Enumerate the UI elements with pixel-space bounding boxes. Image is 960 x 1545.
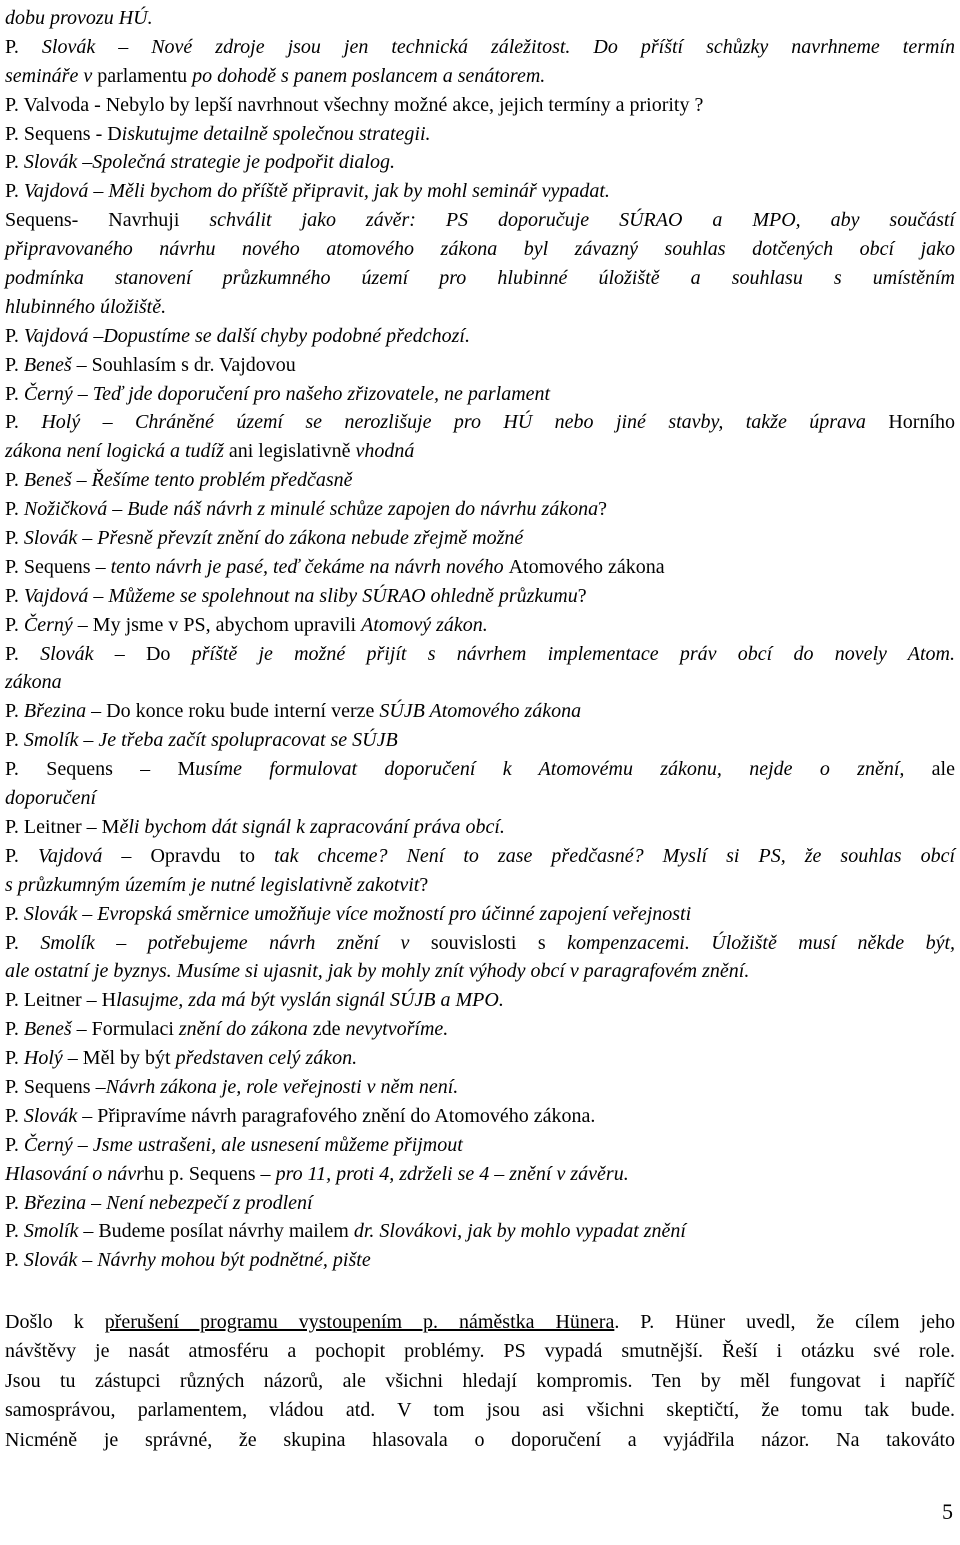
- text-run: doporučení: [5, 787, 97, 810]
- text-run: schválit jako závěr: PS doporučuje SÚRAO a MPO, aby součástí: [209, 209, 955, 232]
- text-run: ale: [904, 758, 955, 781]
- document-body: [5, 4, 955, 1275]
- text-run: Návrhy mohou být podnětné, pište: [97, 1249, 371, 1272]
- minutes-line: [5, 1102, 955, 1131]
- text-run: Opravdu to: [150, 844, 275, 867]
- text-run: znění do zákona: [178, 1018, 313, 1041]
- text-run: dobu provozu HÚ.: [5, 7, 153, 29]
- text-run: semináře v: [5, 64, 98, 87]
- minutes-line: [5, 437, 955, 466]
- text-run: P. Leitner – H: [5, 989, 117, 1012]
- text-run: Slovák –: [40, 642, 146, 665]
- text-run: Vajdová –Dopustíme se další chyby podobné předchozí.: [23, 324, 470, 347]
- text-run: P.: [5, 1220, 24, 1243]
- text-run: P.: [5, 1249, 24, 1272]
- text-run: Nicméně je správné, že skupina hlasovala o doporučení a vyjádřila názor. Na takováto: [5, 1428, 955, 1451]
- minutes-line: [5, 524, 955, 553]
- closing-line: [5, 1308, 955, 1337]
- text-run: P.: [5, 411, 42, 434]
- minutes-line: [5, 495, 955, 524]
- text-run: P.: [5, 382, 24, 405]
- text-run: parlamentu: [97, 64, 193, 87]
- text-run: hu p. Sequens –: [143, 1162, 276, 1185]
- text-run: vhodná: [355, 440, 415, 463]
- minutes-line: [5, 668, 955, 697]
- minutes-line: [5, 784, 955, 813]
- text-run: Nožičková –: [23, 498, 128, 521]
- text-run: My jsme v PS, abychom upravili: [92, 613, 362, 636]
- text-run: ?: [577, 584, 587, 607]
- minutes-line: [5, 900, 955, 929]
- text-run: P.: [5, 527, 24, 550]
- text-run: kompenzacemi. Úložiště musí někde být,: [567, 931, 956, 954]
- minutes-line: [5, 755, 955, 784]
- text-run: zde: [312, 1018, 346, 1041]
- text-run: P.: [5, 35, 42, 58]
- text-run: připravovaného návrhu nového atomového zákona byl závazný souhlas dotčených obcí jako: [5, 238, 955, 261]
- text-run: ěli bychom dát signál k zapracování práva obcí.: [119, 815, 505, 838]
- minutes-line: [5, 929, 955, 958]
- text-run: P.: [5, 844, 38, 867]
- minutes-line: [5, 611, 955, 640]
- page-number: 5: [942, 1499, 953, 1524]
- text-run: Bude náš návrh z minulé schůze zapojen do návrhu zákona: [127, 498, 599, 521]
- text-run: samosprávou, parlamentem, vládou atd. V tom jsou asi všichni skeptičtí, že tomu tak bude.: [5, 1399, 955, 1422]
- text-run: P. Leitner – M: [5, 815, 120, 838]
- text-run: P.: [5, 151, 24, 174]
- minutes-line: [5, 1189, 955, 1218]
- text-run: Březina –: [23, 1191, 107, 1214]
- text-run: Slovák –: [23, 1249, 98, 1272]
- text-run: Beneš –: [23, 353, 92, 376]
- minutes-line: [5, 813, 955, 842]
- text-run: Chráněné území se nerozlišuje pro HÚ nebo jiné stavby, takže úprava: [135, 411, 889, 434]
- text-run: P. Valvoda - Nebylo by lepší navrhnout všechny možné akce, jejich termíny a priority ?: [5, 93, 704, 116]
- minutes-line: [5, 4, 955, 33]
- text-run: iskutujme detailně společnou strategii.: [121, 122, 431, 145]
- text-run: pro 11, proti 4, zdrželi se 4 – znění v závěru.: [275, 1162, 629, 1185]
- text-run: nevytvoříme.: [345, 1018, 449, 1041]
- text-run: souvislosti s: [430, 931, 568, 954]
- minutes-line: [5, 466, 955, 495]
- text-run: Holý –: [41, 411, 136, 434]
- minutes-line: [5, 33, 955, 62]
- minutes-line: [5, 62, 955, 91]
- text-run: SÚJB Atomového zákona: [379, 700, 582, 723]
- text-run: dr. Slovákovi, jak by mohlo vypadat znění: [353, 1220, 686, 1243]
- text-run: Atomový zákon.: [361, 613, 488, 636]
- text-run: Horního: [888, 411, 955, 434]
- minutes-line: [5, 1217, 955, 1246]
- minutes-line: [5, 1246, 955, 1275]
- text-run: P. Sequens - D: [5, 122, 122, 145]
- text-run: přerušení programu vystoupením p. náměstka Hünera: [104, 1311, 615, 1333]
- text-run: Do konce roku bude interní verze: [106, 700, 380, 723]
- text-run: Holý –: [23, 1047, 83, 1070]
- text-run: zákona: [5, 671, 62, 694]
- text-run: ani legislativně: [228, 440, 356, 463]
- text-run: P.: [5, 353, 24, 376]
- minutes-line: [5, 726, 955, 755]
- text-run: Připravíme návrh paragrafového znění do Atomového zákona.: [97, 1104, 596, 1127]
- text-run: Beneš – Řešíme tento problém předčasně: [23, 469, 353, 492]
- closing-line: [5, 1367, 955, 1396]
- text-run: P.: [5, 180, 24, 203]
- minutes-line: [5, 697, 955, 726]
- text-run: tento návrh je pasé, teď čekáme na návrh nového: [110, 555, 509, 578]
- text-run: Došlo k: [5, 1311, 105, 1333]
- text-run: P.: [5, 931, 41, 954]
- text-run: podmínka stanovení průzkumného území pro hlubinné úložiště a souhlasu s umístěním: [5, 267, 955, 290]
- text-run: P.: [5, 1104, 24, 1127]
- text-run: ?: [598, 498, 607, 521]
- text-run: Beneš –: [23, 1018, 92, 1041]
- text-run: Slovák –Společná strategie je podpořit dialog.: [23, 151, 395, 174]
- text-run: Březina –: [23, 700, 107, 723]
- text-run: usíme formulovat doporučení k Atomovému zákonu, nejde o znění,: [195, 758, 905, 781]
- text-run: návštěvy je nasát atmosféru a pochopit problémy. PS vypadá smutnější. Řeší i otázku své role.: [5, 1340, 955, 1363]
- text-run: Slovák –: [23, 1104, 98, 1127]
- minutes-line: [5, 553, 955, 582]
- closing-line: [5, 1337, 955, 1366]
- closing-line: [5, 1426, 955, 1455]
- minutes-line: [5, 235, 955, 264]
- minutes-line: [5, 264, 955, 293]
- text-run: P.: [5, 700, 24, 723]
- minutes-line: [5, 206, 955, 235]
- text-run: P.: [5, 469, 24, 492]
- text-run: P.: [5, 729, 24, 752]
- text-run: Jsme ustrašeni, ale usnesení můžeme přijmout: [92, 1133, 463, 1156]
- text-run: Nové zdroje jsou jen technická záležitost. Do příští schůzky navrhneme termín: [151, 35, 955, 58]
- text-run: P.: [5, 1047, 24, 1070]
- text-run: dr. Vajdovou: [193, 353, 296, 376]
- minutes-line: [5, 408, 955, 437]
- text-run: Smolík – potřebujeme návrh znění v: [40, 931, 431, 954]
- text-run: s průzkumným územím je nutné legislativně zakotvit: [5, 873, 420, 896]
- minutes-line: [5, 380, 955, 409]
- text-run: Slovák – Evropská směrnice umožňuje více možností pro účinné zapojení veřejnosti: [23, 902, 692, 925]
- minutes-line: [5, 177, 955, 206]
- minutes-line: [5, 322, 955, 351]
- text-run: . P. Hüner uvedl, že cílem jeho: [614, 1311, 955, 1333]
- text-run: Návrh zákona je, role veřejnosti v něm není.: [105, 1075, 459, 1098]
- text-run: zákona není logická a tudíž: [5, 440, 229, 463]
- text-run: Smolík –: [23, 729, 99, 752]
- text-run: P. Sequens –: [5, 1075, 106, 1098]
- minutes-line: [5, 148, 955, 177]
- text-run: příště je možné přijít s návrhem implementace práv obcí do novely Atom.: [191, 642, 955, 665]
- minutes-line: [5, 986, 955, 1015]
- text-run: P.: [5, 902, 24, 925]
- closing-paragraph: [5, 1308, 955, 1455]
- text-run: P.: [5, 642, 41, 665]
- closing-line: [5, 1396, 955, 1425]
- minutes-line: [5, 1160, 955, 1189]
- text-run: Je třeba začít spolupracovat se SÚJB: [98, 729, 398, 752]
- minutes-line: [5, 640, 955, 669]
- text-run: P.: [5, 1133, 24, 1156]
- text-run: Souhlasím s: [91, 353, 194, 376]
- text-run: Jsou tu zástupci různých názorů, ale všichni hledají kompromis. Ten by měl fungovat i napříč: [5, 1369, 955, 1392]
- text-run: P.: [5, 1018, 24, 1041]
- text-run: ůžeme se spolehnout na sliby SÚRAO ohledně průzkumu: [125, 584, 578, 607]
- text-run: Vajdová –: [37, 844, 151, 867]
- text-run: hlubinného úložiště.: [5, 295, 167, 318]
- text-run: Sequens- Navrhuji: [5, 209, 210, 232]
- text-run: Do: [145, 642, 192, 665]
- text-run: P.: [5, 613, 24, 636]
- minutes-line: [5, 1073, 955, 1102]
- minutes-line: [5, 293, 955, 322]
- minutes-line: [5, 1044, 955, 1073]
- text-run: Atomového zákona: [508, 555, 665, 578]
- minutes-line: [5, 842, 955, 871]
- minutes-line: [5, 120, 955, 149]
- text-run: Slovák –: [41, 35, 152, 58]
- text-run: Černý –: [23, 1133, 93, 1156]
- text-run: Budeme posílat návrhy mailem: [98, 1220, 354, 1243]
- text-run: P.: [5, 498, 24, 521]
- text-run: ?: [419, 873, 429, 896]
- minutes-line: [5, 1131, 955, 1160]
- text-run: Formulaci: [91, 1018, 179, 1041]
- text-run: Měl by být: [82, 1047, 176, 1070]
- text-run: po dohodě s panem poslancem a senátorem.: [192, 64, 546, 87]
- text-run: Smolík –: [23, 1220, 99, 1243]
- text-run: P.: [5, 1191, 24, 1214]
- text-run: ale ostatní je byznys. Musíme si ujasnit, jak by mohly znít výhody obcí v paragrafovém znění.: [5, 960, 750, 983]
- text-run: P.: [5, 584, 24, 607]
- text-run: P.: [5, 324, 24, 347]
- text-run: Vajdová – M: [23, 584, 125, 607]
- text-run: Černý –: [23, 613, 93, 636]
- text-run: Černý – Teď jde doporučení pro našeho zřizovatele, ne parlament: [23, 382, 551, 405]
- text-run: Vajdová – Měli bychom do příště připravit, jak by mohl seminář vypadat.: [23, 180, 610, 203]
- minutes-line: [5, 91, 955, 120]
- text-run: Slovák – Přesně převzít znění do zákona nebude zřejmě možné: [23, 527, 524, 550]
- minutes-line: [5, 1015, 955, 1044]
- minutes-line: [5, 871, 955, 900]
- minutes-line: [5, 351, 955, 380]
- text-run: Není nebezpečí z prodlení: [106, 1191, 313, 1214]
- minutes-line: [5, 957, 955, 986]
- text-run: lasujme, zda má být vyslán signál SÚJB a MPO.: [116, 989, 504, 1012]
- text-run: tak chceme? Není to zase předčasné? Myslí si PS, že souhlas obcí: [274, 844, 956, 867]
- text-run: Hlasování o návr: [5, 1162, 144, 1185]
- text-run: P. Sequens – M: [5, 758, 196, 781]
- text-run: představen celý zákon.: [175, 1047, 358, 1070]
- minutes-line: [5, 582, 955, 611]
- text-run: P. Sequens –: [5, 555, 111, 578]
